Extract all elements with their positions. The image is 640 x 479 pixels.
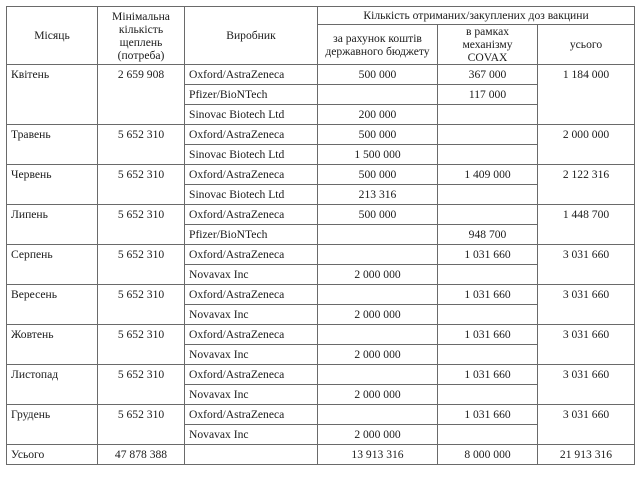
total-cell: 3 031 660 bbox=[538, 285, 635, 325]
manufacturer-cell: Oxford/AstraZeneca bbox=[185, 325, 318, 345]
table-row bbox=[7, 165, 635, 185]
table-row bbox=[7, 325, 635, 345]
need-cell: 5 652 310 bbox=[98, 165, 185, 205]
month-cell: Грудень bbox=[7, 405, 98, 445]
covax-cell: 948 700 bbox=[438, 225, 538, 245]
totals-total: 21 913 316 bbox=[538, 445, 635, 465]
month-cell: Листопад bbox=[7, 365, 98, 405]
covax-cell: 1 031 660 bbox=[438, 245, 538, 265]
header-budget: за рахунок коштів державного бюджету bbox=[318, 25, 438, 65]
covax-cell bbox=[438, 385, 538, 405]
header-month: Місяць bbox=[7, 7, 98, 65]
covax-cell: 367 000 bbox=[438, 65, 538, 85]
budget-cell: 500 000 bbox=[318, 125, 438, 145]
covax-cell bbox=[438, 125, 538, 145]
total-cell: 1 448 700 bbox=[538, 205, 635, 245]
manufacturer-cell: Oxford/AstraZeneca bbox=[185, 245, 318, 265]
month-cell: Жовтень bbox=[7, 325, 98, 365]
budget-cell: 200 000 bbox=[318, 105, 438, 125]
covax-cell: 117 000 bbox=[438, 85, 538, 105]
budget-cell: 2 000 000 bbox=[318, 385, 438, 405]
total-cell: 3 031 660 bbox=[538, 405, 635, 445]
manufacturer-cell: Oxford/AstraZeneca bbox=[185, 205, 318, 225]
month-cell: Липень bbox=[7, 205, 98, 245]
manufacturer-cell: Novavax Inc bbox=[185, 385, 318, 405]
budget-cell: 500 000 bbox=[318, 65, 438, 85]
budget-cell: 500 000 bbox=[318, 165, 438, 185]
need-cell: 5 652 310 bbox=[98, 365, 185, 405]
totals-label: Усього bbox=[7, 445, 98, 465]
total-cell: 3 031 660 bbox=[538, 365, 635, 405]
covax-cell bbox=[438, 265, 538, 285]
header-need: Мінімальна кількість щеплень (потреба) bbox=[98, 7, 185, 65]
need-cell: 5 652 310 bbox=[98, 205, 185, 245]
header-covax: в рамках механізму COVAX bbox=[438, 25, 538, 65]
budget-cell: 2 000 000 bbox=[318, 265, 438, 285]
totals-row bbox=[7, 445, 635, 465]
budget-cell bbox=[318, 285, 438, 305]
manufacturer-cell: Sinovac Biotech Ltd bbox=[185, 185, 318, 205]
table-row bbox=[7, 65, 635, 85]
budget-cell: 2 000 000 bbox=[318, 305, 438, 325]
covax-cell: 1 031 660 bbox=[438, 405, 538, 425]
budget-cell bbox=[318, 365, 438, 385]
manufacturer-cell: Novavax Inc bbox=[185, 265, 318, 285]
header-row-1 bbox=[7, 7, 635, 25]
covax-cell: 1 031 660 bbox=[438, 365, 538, 385]
budget-cell bbox=[318, 85, 438, 105]
manufacturer-cell: Oxford/AstraZeneca bbox=[185, 285, 318, 305]
budget-cell bbox=[318, 225, 438, 245]
manufacturer-cell: Pfizer/BioNTech bbox=[185, 225, 318, 245]
total-cell: 1 184 000 bbox=[538, 65, 635, 125]
budget-cell: 1 500 000 bbox=[318, 145, 438, 165]
covax-cell bbox=[438, 305, 538, 325]
total-cell: 2 000 000 bbox=[538, 125, 635, 165]
need-cell: 5 652 310 bbox=[98, 245, 185, 285]
total-cell: 3 031 660 bbox=[538, 325, 635, 365]
month-cell: Вересень bbox=[7, 285, 98, 325]
manufacturer-cell: Novavax Inc bbox=[185, 305, 318, 325]
covax-cell: 1 031 660 bbox=[438, 285, 538, 305]
totals-covax: 8 000 000 bbox=[438, 445, 538, 465]
budget-cell bbox=[318, 325, 438, 345]
total-cell: 2 122 316 bbox=[538, 165, 635, 205]
manufacturer-cell: Oxford/AstraZeneca bbox=[185, 165, 318, 185]
manufacturer-cell: Oxford/AstraZeneca bbox=[185, 65, 318, 85]
manufacturer-cell: Sinovac Biotech Ltd bbox=[185, 145, 318, 165]
month-cell: Травень bbox=[7, 125, 98, 165]
manufacturer-cell: Pfizer/BioNTech bbox=[185, 85, 318, 105]
totals-need: 47 878 388 bbox=[98, 445, 185, 465]
budget-cell: 2 000 000 bbox=[318, 425, 438, 445]
covax-cell bbox=[438, 205, 538, 225]
budget-cell: 500 000 bbox=[318, 205, 438, 225]
covax-cell bbox=[438, 105, 538, 125]
manufacturer-cell: Novavax Inc bbox=[185, 425, 318, 445]
manufacturer-cell: Oxford/AstraZeneca bbox=[185, 365, 318, 385]
month-cell: Червень bbox=[7, 165, 98, 205]
budget-cell bbox=[318, 245, 438, 265]
need-cell: 5 652 310 bbox=[98, 405, 185, 445]
manufacturer-cell: Oxford/AstraZeneca bbox=[185, 125, 318, 145]
need-cell: 5 652 310 bbox=[98, 325, 185, 365]
need-cell: 5 652 310 bbox=[98, 285, 185, 325]
covax-cell: 1 409 000 bbox=[438, 165, 538, 185]
header-manufacturer: Виробник bbox=[185, 7, 318, 65]
need-cell: 2 659 908 bbox=[98, 65, 185, 125]
totals-manufacturer bbox=[185, 445, 318, 465]
table-row bbox=[7, 245, 635, 265]
month-cell: Квітень bbox=[7, 65, 98, 125]
covax-cell: 1 031 660 bbox=[438, 325, 538, 345]
vaccine-table-container bbox=[6, 6, 634, 465]
covax-cell bbox=[438, 345, 538, 365]
budget-cell: 2 000 000 bbox=[318, 345, 438, 365]
need-cell: 5 652 310 bbox=[98, 125, 185, 165]
total-cell: 3 031 660 bbox=[538, 245, 635, 285]
manufacturer-cell: Oxford/AstraZeneca bbox=[185, 405, 318, 425]
budget-cell bbox=[318, 405, 438, 425]
manufacturer-cell: Sinovac Biotech Ltd bbox=[185, 105, 318, 125]
totals-budget: 13 913 316 bbox=[318, 445, 438, 465]
covax-cell bbox=[438, 185, 538, 205]
table-row bbox=[7, 405, 635, 425]
month-cell: Серпень bbox=[7, 245, 98, 285]
table-row bbox=[7, 365, 635, 385]
table-row bbox=[7, 285, 635, 305]
table-row bbox=[7, 205, 635, 225]
table-row bbox=[7, 125, 635, 145]
header-total: усього bbox=[538, 25, 635, 65]
manufacturer-cell: Novavax Inc bbox=[185, 345, 318, 365]
covax-cell bbox=[438, 145, 538, 165]
header-doses-group: Кількість отриманих/закуплених доз вакцини bbox=[318, 7, 635, 25]
covax-cell bbox=[438, 425, 538, 445]
budget-cell: 213 316 bbox=[318, 185, 438, 205]
vaccine-doses-table bbox=[6, 6, 635, 465]
